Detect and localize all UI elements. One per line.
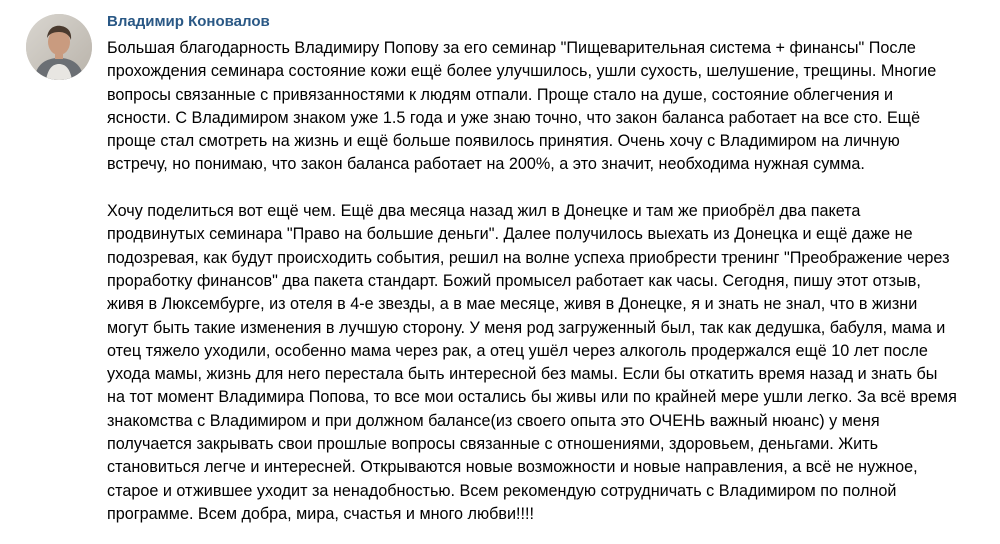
text-line: старое и отжившее уходит за ненадобностью. Всем рекомендую сотрудничать с Владимиром по полной xyxy=(107,481,897,500)
text-line: проще стал смотреть на жизнь и ещё больше появилось принятия. Очень хочу с Владимиром на личную xyxy=(107,132,900,151)
author-name-link[interactable]: Владимир Коновалов xyxy=(107,13,270,30)
post-paragraph-1 xyxy=(107,37,987,177)
text-line: отец тяжело уходили, особенно мама через рак, а отец ушёл через алкоголь продержался ещё 10 лет после xyxy=(107,341,928,360)
text-line: ясности. С Владимиром знаком уже 1.5 года и уже знаю точно, что закон баланса работает на все сто. Ещё xyxy=(107,108,921,127)
text-line: Хочу поделиться вот ещё чем. Ещё два месяца назад жил в Донецке и там же приобрёл два пакета xyxy=(107,202,861,221)
text-line: становиться легче и интересней. Открываются новые возможности и новые направления, а всё не нужное, xyxy=(107,458,918,477)
text-line: живя в Люксембурге, из отеля в 4-е звезды, а в мае месяце, живя в Донецке, я и знать не знал, что в жизни xyxy=(107,295,918,314)
text-line: ухода мамы, жизнь для него перестала быть интересной без мамы. Если бы откатить время назад и знать бы xyxy=(107,365,938,384)
post-text xyxy=(107,37,987,526)
text-line: знакомства с Владимиром и при должном балансе(из своего опыта это ОЧЕНЬ важный нюанс) у меня xyxy=(107,411,880,430)
text-line: продвинутых семинара "Право на большие деньги". Далее получилось выехать из Донецка и ещё даже не xyxy=(107,225,913,244)
text-line: проработку финансов" два пакета стандарт. Божий промысел работает как часы. Сегодня, пишу этот отзыв, xyxy=(107,271,921,290)
text-line: на тот момент Владимира Попова, то все мои остались бы живы или по крайней мере ушли легко. За всё время xyxy=(107,388,957,407)
text-line: прохождения семинара состояние кожи ещё более улучшилось, ушли сухость, шелушение, трещины. Многие xyxy=(107,62,937,81)
author-avatar[interactable] xyxy=(26,14,92,80)
text-line: Большая благодарность Владимиру Попову за его семинар "Пищеварительная система + финансы" После xyxy=(107,39,916,57)
user-photo-icon xyxy=(26,14,92,80)
paragraph-gap xyxy=(107,177,987,200)
text-line: могут быть такие изменения в лучшую сторону. У меня род загруженный был, так как дедушка, бабуля, мама и xyxy=(107,318,946,337)
text-line: программе. Всем добра, мира, счастья и много любви!!!! xyxy=(107,504,535,523)
post-paragraph-2 xyxy=(107,200,987,526)
text-line: получается закрывать свои прошлые вопросы связанные с отношениями, здоровьем, деньгами. Жить xyxy=(107,435,879,454)
text-line: вопросы связанные с привязанностями к людям отпали. Проще стало на душе, состояние облегчения и xyxy=(107,85,894,104)
text-line: подозревая, как будут происходить события, решил на волне успеха приобрести тренинг "Преображение через xyxy=(107,248,950,267)
text-line: встречу, но понимаю, что закон баланса работает на 200%, а это значит, необходима нужная сумма. xyxy=(107,155,865,174)
